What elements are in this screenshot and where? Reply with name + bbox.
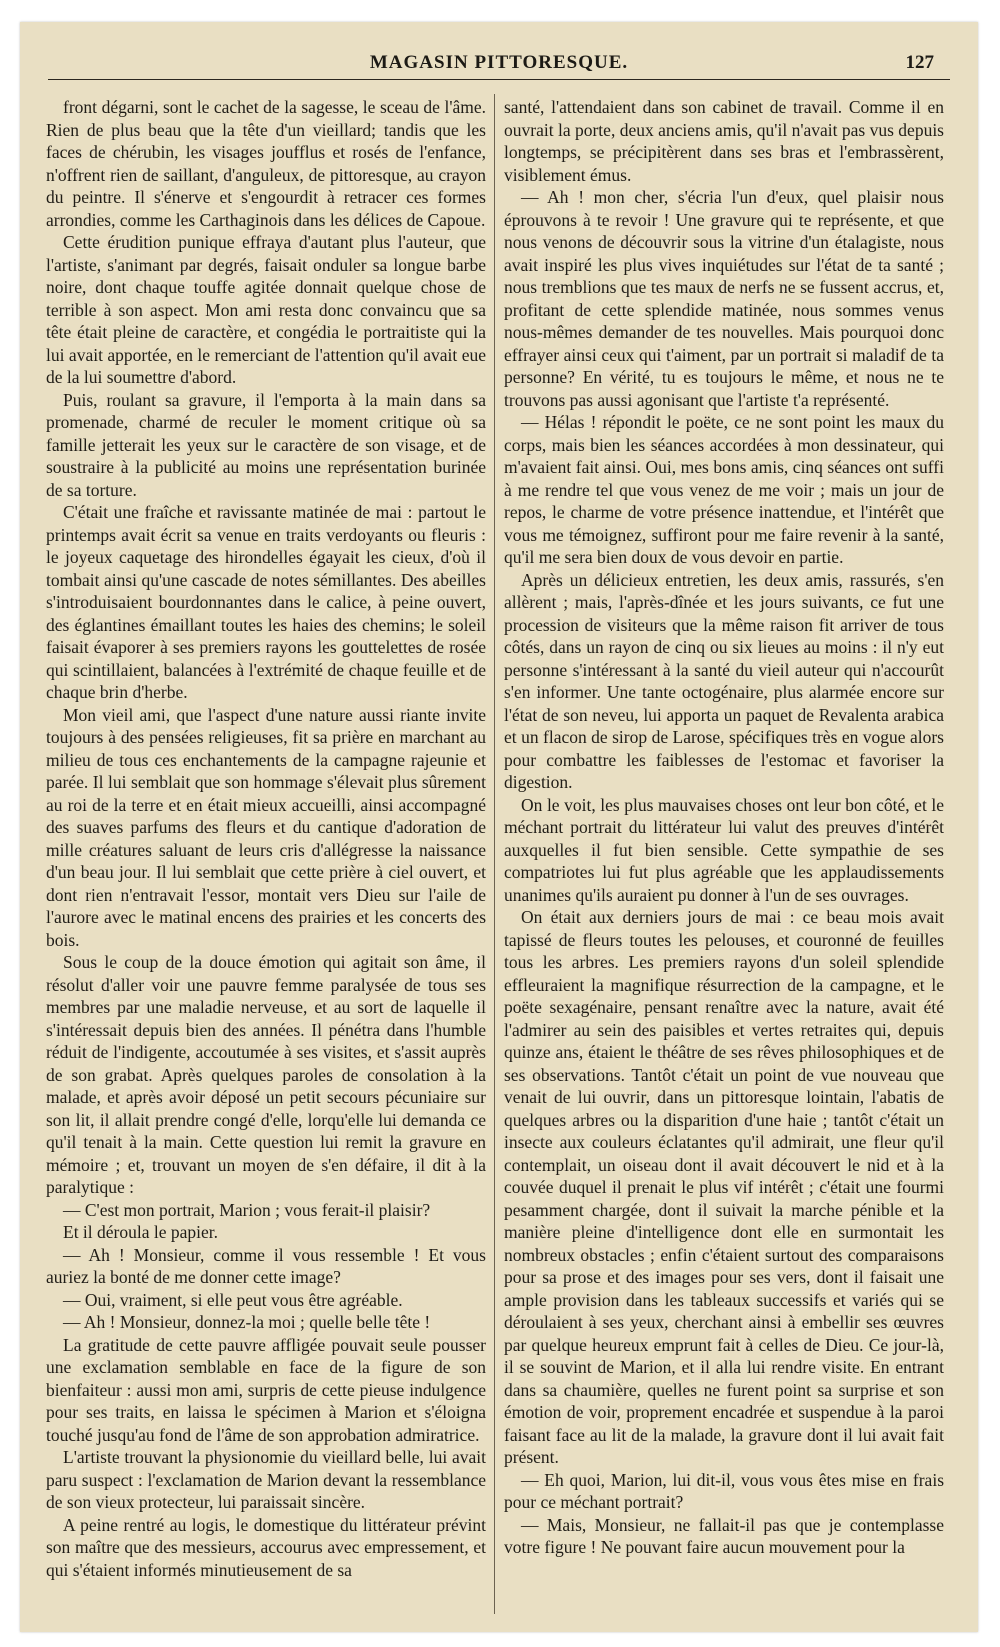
paragraph: Puis, roulant sa gravure, il l'emporta à la main dans sa promenade, charmé de reculer le moment critique où sa famille jetterait les yeux sur le caractère de son visage, et de soustraire à la publicité au moins une représentation burinée de sa torture.	[46, 389, 486, 500]
paragraph: — C'est mon portrait, Marion ; vous ferait-il plaisir?	[63, 1199, 431, 1220]
right-text-column	[504, 96, 944, 1616]
paragraph: On était aux derniers jours de mai : ce beau mois avait tapissé de fleurs toutes les pelouses, et couronné de feuilles tous les arbres. Les premiers rayons d'un soleil splendide effleuraient la magnifique résurrection de la campagne, et le poëte sexagénaire, pensant renaître avec la nature, avait été l'admirer au sein des paisibles et vertes retraites qui, depuis quinze ans, étaient le théâtre de ses rêves philosophiques et de ses observations. Tantôt c'était un point de vue nouveau que venait de lui ouvrir, dans un pittoresque lointain, l'abatis de quelques arbres ou la disparition d'une haie ; tantôt c'était un insecte aux couleurs éclatantes qu'il admirait, une fleur qu'il contemplait, un oiseau dont il avait découvert le nid et à la couvée duquel il prenait le plus vif intérêt ; c'était une fourmi pesamment chargée, dont il suivait la marche pénible et la manière pleine d'intelligence dont elle en surmontait les nombreux obstacles ; enfin c'étaient surtout des comparaisons pour sa prose et des images pour ses vers, dont il faisait une ample provision dans les tableaux successifs et variés qui se déroulaient à ses yeux, cherchant ainsi à embellir ses œuvres par quelque heureux emprunt fait à celles de Dieu. Ce jour-là, il se souvint de Marion, et il alla lui rendre visite. En entrant dans sa chaumière, quelles ne furent point sa surprise et son émotion de voir, proprement encadrée et suspendue à la paroi faisant face au lit de la malade, la gravure dont il lui avait fait présent.	[504, 907, 944, 1467]
paragraph: — Eh quoi, Marion, lui dit-il, vous vous êtes mise en frais pour ce méchant portrait?	[504, 1469, 944, 1512]
paragraph: — Ah ! Monsieur, donnez-la moi ; quelle belle tête !	[63, 1312, 431, 1332]
page-number: 127	[905, 52, 934, 73]
paragraph: Cette érudition punique effraya d'autant plus l'auteur, que l'artiste, s'animant par degrés, faisait onduler sa longue barbe noire, dont chaque touffe agitée donnait quelque chose de terrible à son aspect. Mon ami resta donc convaincu que sa tête était pleine de caractère, et congédia le portraitiste qui la lui avait apportée, en le remerciant de l'attention qu'il avait eue de la lui soumettre d'abord.	[46, 232, 486, 387]
paragraph: Après un délicieux entretien, les deux amis, rassurés, s'en allèrent ; mais, l'après-dînée et les jours suivants, ce fut une procession de visiteurs que la même raison fit arriver de tous côtés, dans un rayon de cinq ou six lieues au moins : il n'y eut personne s'intéressant à la santé du vieil auteur qui n'accourût s'en informer. Une tante octogénaire, plus alarmée encore sur l'état de son neveu, lui apporta un paquet de Revalenta arabica et un flacon de sirop de Larose, spécifiques très en vogue alors pour combattre les faiblesses de l'estomac et favoriser la digestion.	[504, 569, 944, 792]
paragraph: — Ah ! mon cher, s'écria l'un d'eux, quel plaisir nous éprouvons à te revoir ! Une gravure qui te représente, et que nous venons de découvrir sous la vitrine d'un étalagiste, nous avait inspiré les plus vives inquiétudes sur l'état de ta santé ; nous tremblions que tes maux de nerfs ne se fussent accrus, et, profitant de cette splendide matinée, nous sommes venus nous-mêmes demander de tes nouvelles. Mais pourquoi donc effrayer ainsi ceux qui t'aiment, par un portrait si maladif de ta personne? En vérité, tu es toujours le même, et nous ne te trouvons pas aussi agonisant que l'artiste t'a représenté.	[504, 187, 944, 410]
paragraph: front dégarni, sont le cachet de la sagesse, le sceau de l'âme. Rien de plus beau que la tête d'un vieillard; tandis que les faces de chérubin, les visages joufflus et rosés de l'enfance, n'offrent rien de saillant, d'anguleux, de pittoresque, au crayon du peintre. Il s'énerve et s'engourdit à retracer ces formes arrondies, comme les Carthaginois dans les délices de Capoue.	[46, 97, 486, 230]
paragraph: — Mais, Monsieur, ne fallait-il pas que je contemplasse votre figure ! Ne pouvant faire aucun mouvement pour la	[504, 1514, 944, 1557]
page-header	[20, 52, 978, 86]
paragraph: A peine rentré au logis, le domestique du littérateur prévint son maître que des messieurs, accourus avec empressement, et qui s'étaient informés minutieusement de sa	[46, 1514, 486, 1580]
paragraph: On le voit, les plus mauvaises choses ont leur bon côté, et le méchant portrait du littérateur lui valut des preuves d'intérêt auxquelles il fut bien sensible. Cette sympathie de ses compatriotes lui fut plus agréable que les applaudissements unanimes qu'ils auraient pu donner à l'un de ses ouvrages.	[504, 794, 944, 905]
paragraph: — Oui, vraiment, si elle peut vous être agréable.	[63, 1289, 403, 1310]
paragraph: C'était une fraîche et ravissante matinée de mai : partout le printemps avait écrit sa venue en traits verdoyants ou fleuris : le joyeux caquetage des hirondelles égayait les cieux, d'où il tombait ainsi qu'une cascade de notes sémillantes. Des abeilles s'introduisaient bourdonnantes dans le calice, à peine ouvert, des églantines émaillant toutes les haies des chemins; le soleil faisait évaporer à ses premiers rayons les gouttelettes de rosée qui scintillaient, balancées à l'extrémité de chaque feuille et de chaque brin d'herbe.	[46, 502, 486, 702]
paragraph: L'artiste trouvant la physionomie du vieillard belle, lui avait paru suspect : l'exclamation de Marion devant la ressemblance de son vieux protecteur, lui paraissait sincère.	[46, 1447, 486, 1512]
paragraph: Sous le coup de la douce émotion qui agitait son âme, il résolut d'aller voir une pauvre femme paralysée de tous ses membres par une maladie nerveuse, et au sort de laquelle il s'intéressait depuis bien des années. Il pénétra dans l'humble réduit de l'indigente, accoutumée à ses visites, et s'assit auprès de son grabat. Après quelques paroles de consolation à la malade, et après avoir déposé un petit secours pécuniaire sur son lit, il allait prendre congé d'elle, lorqu'elle lui demanda ce qu'il tenait à la main. Cette question lui remit la gravure en mémoire ; et, trouvant un moyen de s'en défaire, il dit à la paralytique :	[46, 952, 486, 1197]
paragraph: — Ah ! Monsieur, comme il vous ressemble ! Et vous auriez la bonté de me donner cette image?	[46, 1244, 486, 1287]
paragraph: Et il déroula le papier.	[63, 1222, 219, 1242]
paragraph: santé, l'attendaient dans son cabinet de travail. Comme il en ouvrait la porte, deux anciens amis, qu'il n'avait pas vus depuis longtemps, se précipitèrent dans ses bras et l'embrassèrent, visiblement émus.	[504, 97, 944, 185]
paragraph: Mon vieil ami, que l'aspect d'une nature aussi riante invite toujours à des pensées religieuses, fit sa prière en marchant au milieu de tous ces enchantements de la campagne rajeunie et parée. Il lui semblait que son hommage s'élevait plus sûrement au roi de la terre et en était mieux accueilli, ainsi accompagné des suaves parfums des fleurs et du cantique d'adoration de mille créatures saluant de leurs cris d'allégresse la naissance d'un beau jour. Il lui semblait que cette prière à ciel ouvert, et dont rien n'entravait l'essor, montait vers Dieu sur l'aile de l'aurore avec le matinal encens des prairies et les concerts des bois.	[46, 704, 486, 950]
column-divider	[494, 94, 495, 1614]
left-text-column	[46, 96, 486, 1616]
paragraph: La gratitude de cette pauvre affligée pouvait seule pousser une exclamation semblable en face de la figure de son bienfaiteur : aussi mon ami, surpris de cette pieuse indulgence pour ses traits, en laissa le spécimen à Marion et s'éloigna touché jusqu'au fond de l'âme de son approbation admiratrice.	[46, 1334, 486, 1445]
header-rule	[48, 79, 950, 80]
publication-title: MAGASIN PITTORESQUE.	[369, 52, 629, 73]
newspaper-page	[20, 22, 978, 1632]
paragraph: — Hélas ! répondit le poëte, ce ne sont point les maux du corps, mais bien les séances accordées à mon dessinateur, qui m'avaient fait ainsi. Oui, mes bons amis, cinq séances ont suffi à me rendre tel que vous venez de me voir ; mais un jour de repos, le charme de votre présence inattendue, et l'intérêt que vous me témoignez, suffiront pour me faire revenir à la santé, qu'il me sera bien doux de vous devoir en partie.	[504, 412, 944, 567]
